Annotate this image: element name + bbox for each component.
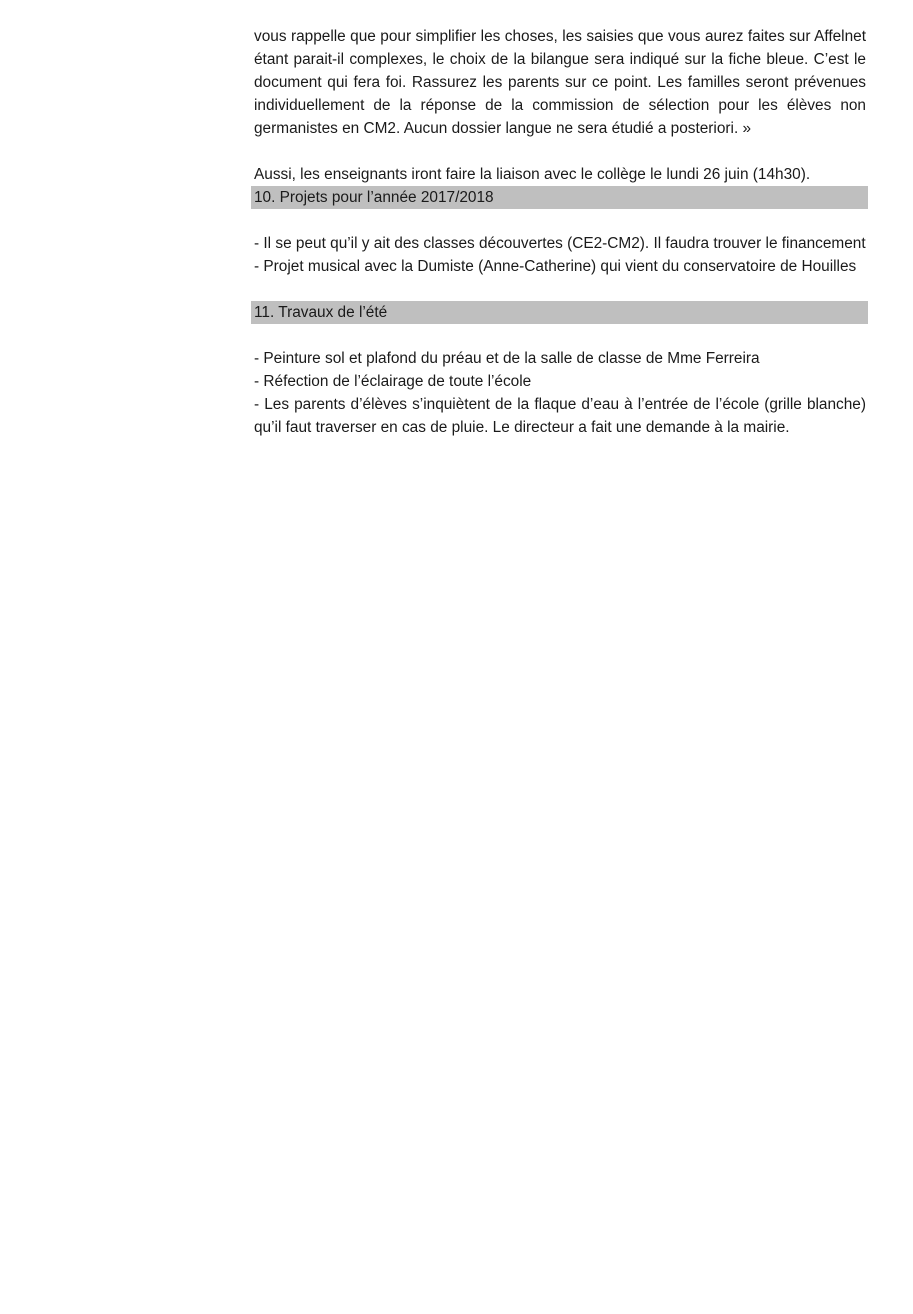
- spacer: [254, 324, 866, 347]
- spacer: [254, 278, 866, 301]
- section-11-item-2: - Réfection de l’éclairage de toute l’école: [254, 373, 532, 390]
- intro-paragraph: vous rappelle que pour simplifier les choses, les saisies que vous aurez faites sur Affelnet étant parait-il complexes, le choix de la bilangue sera indiqué sur la fiche bleue. C’est le document qui fera foi. Rassurez les parents sur ce point. Les familles seront prévenues individuellement de la réponse de la commission de sélection pour les élèves non germanistes en CM2. Aucun dossier langue ne sera étudié a posteriori. »: [254, 28, 866, 137]
- section-10-item-1: - Il se peut qu’il y ait des classes découvertes (CE2-CM2). Il faudra trouver le financement: [254, 235, 866, 252]
- section-11-item-3: - Les parents d’élèves s’inquiètent de la flaque d’eau à l’entrée de l’école (grille blanche) qu’il faut traverser en cas de pluie. Le directeur a fait une demande à la mairie.: [254, 396, 866, 436]
- spacer: [254, 140, 866, 163]
- spacer: [254, 209, 866, 232]
- section-10-item-2: - Projet musical avec la Dumiste (Anne-Catherine) qui vient du conservatoire de Houilles: [254, 258, 857, 275]
- section-11-heading: 11. Travaux de l’été: [251, 301, 868, 324]
- liaison-paragraph: Aussi, les enseignants iront faire la liaison avec le collège le lundi 26 juin (14h30).: [254, 166, 811, 183]
- section-11-item-1: - Peinture sol et plafond du préau et de la salle de classe de Mme Ferreira: [254, 350, 760, 367]
- document-body: [254, 25, 866, 439]
- section-10-heading: 10. Projets pour l’année 2017/2018: [251, 186, 868, 209]
